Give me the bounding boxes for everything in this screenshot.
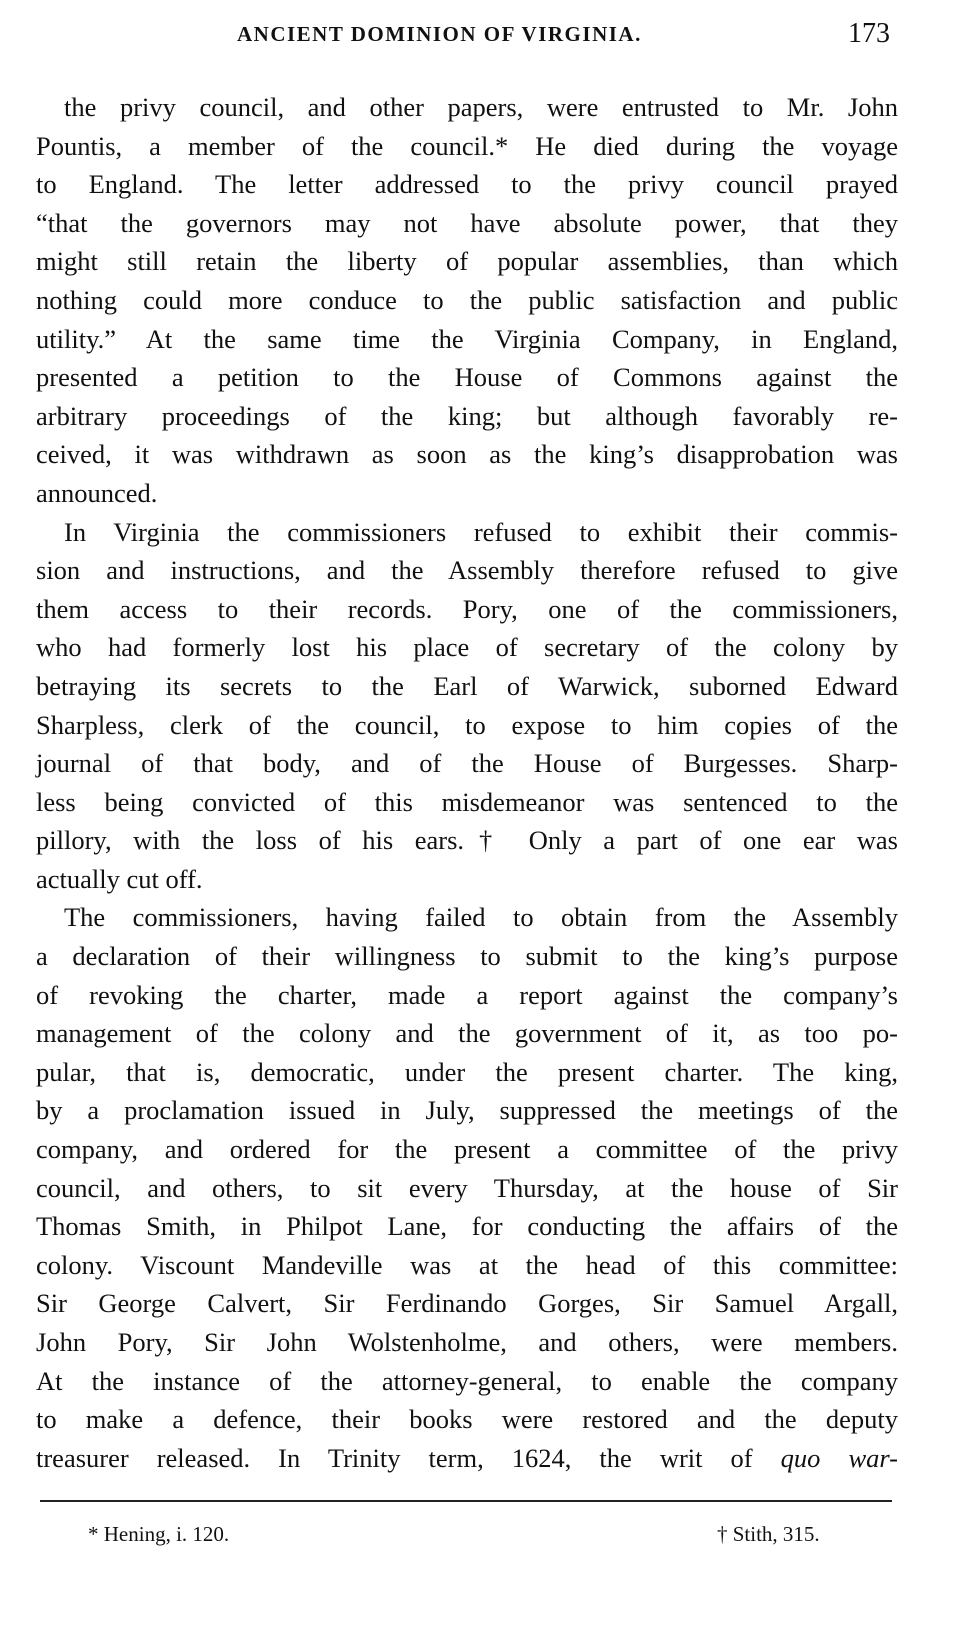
text-line: presented a petition to the House of Commons against the (36, 362, 898, 393)
text-line: “that the governors may not have absolute power, that they (36, 207, 898, 238)
text-line: who had formerly lost his place of secretary of the colony by (36, 632, 898, 663)
text-line: might still retain the liberty of popular assemblies, than which (36, 246, 898, 277)
footnote-1: * Hening, i. 120. (88, 1522, 230, 1546)
text-line: At the instance of the attorney-general, to enable the company (36, 1365, 898, 1396)
text-line: journal of that body, and of the House of Burgesses. Sharp- (36, 748, 898, 779)
paragraph (36, 88, 898, 513)
running-title: ANCIENT DOMINION OF VIRGINIA. (237, 22, 642, 46)
text-line: the privy council, and other papers, were entrusted to Mr. John (64, 92, 898, 122)
text-line: actually cut off. (36, 863, 203, 894)
text-line: John Pory, Sir John Wolstenholme, and others, were members. (36, 1327, 898, 1357)
text-line: by a proclamation issued in July, suppressed the meetings of the (36, 1095, 898, 1126)
text-line: Sharpless, clerk of the council, to expose to him copies of the (36, 709, 898, 740)
text-line: utility.” At the same time the Virginia Company, in England, (36, 323, 898, 354)
page-header (0, 20, 971, 60)
text-line: company, and ordered for the present a committee of the privy (36, 1134, 898, 1165)
text-line: pular, that is, democratic, under the present charter. The king, (36, 1056, 898, 1087)
text-line (36, 1439, 898, 1478)
text-line-body: treasurer released. In Trinity term, 1624, the writ of (36, 1442, 753, 1473)
text-line: council, and others, to sit every Thursday, at the house of Sir (36, 1172, 898, 1203)
text-line: announced. (36, 477, 158, 508)
text-line: Pountis, a member of the council.* He died during the voyage (36, 130, 898, 161)
text-line: colony. Viscount Mandeville was at the head of this committee: (36, 1249, 898, 1280)
text-line: management of the colony and the government of it, as too po- (36, 1018, 898, 1049)
footnote-2: † Stith, 315. (717, 1522, 820, 1546)
text-line: ceived, it was withdrawn as soon as the king’s disapprobation was (36, 439, 898, 470)
text-line: less being convicted of this misdemeanor was sentenced to the (36, 786, 898, 817)
text-line: nothing could more conduce to the public satisfaction and public (36, 284, 898, 315)
text-line: to England. The letter addressed to the privy council prayed (36, 169, 898, 200)
page-number: 173 (848, 18, 890, 49)
text-line: In Virginia the commissioners refused to exhibit their commis- (64, 516, 898, 547)
text-line: sion and instructions, and the Assembly therefore refused to give (36, 555, 898, 586)
text-line: to make a defence, their books were restored and the deputy (36, 1404, 898, 1435)
text-line: them access to their records. Pory, one of the commissioners, (36, 593, 898, 624)
text-line: arbitrary proceedings of the king; but although favorably re- (36, 400, 898, 431)
text-line: betraying its secrets to the Earl of Warwick, suborned Edward (36, 670, 898, 701)
text-line: a declaration of their willingness to submit to the king’s purpose (36, 941, 898, 972)
paragraph (36, 898, 898, 1477)
text-line: Sir George Calvert, Sir Ferdinando Gorges, Sir Samuel Argall, (36, 1288, 898, 1319)
text-line: of revoking the charter, made a report against the company’s (36, 979, 898, 1010)
body-text (36, 88, 898, 1477)
paragraph (36, 513, 898, 899)
text-line: pillory, with the loss of his ears.† Only a part of one ear was (36, 825, 898, 856)
footnote-divider (40, 1500, 892, 1502)
text-line: The commissioners, having failed to obtain from the Assembly (64, 902, 898, 933)
text-line: Thomas Smith, in Philpot Lane, for conducting the affairs of the (36, 1211, 898, 1242)
italic-phrase: quo war- (780, 1442, 898, 1473)
